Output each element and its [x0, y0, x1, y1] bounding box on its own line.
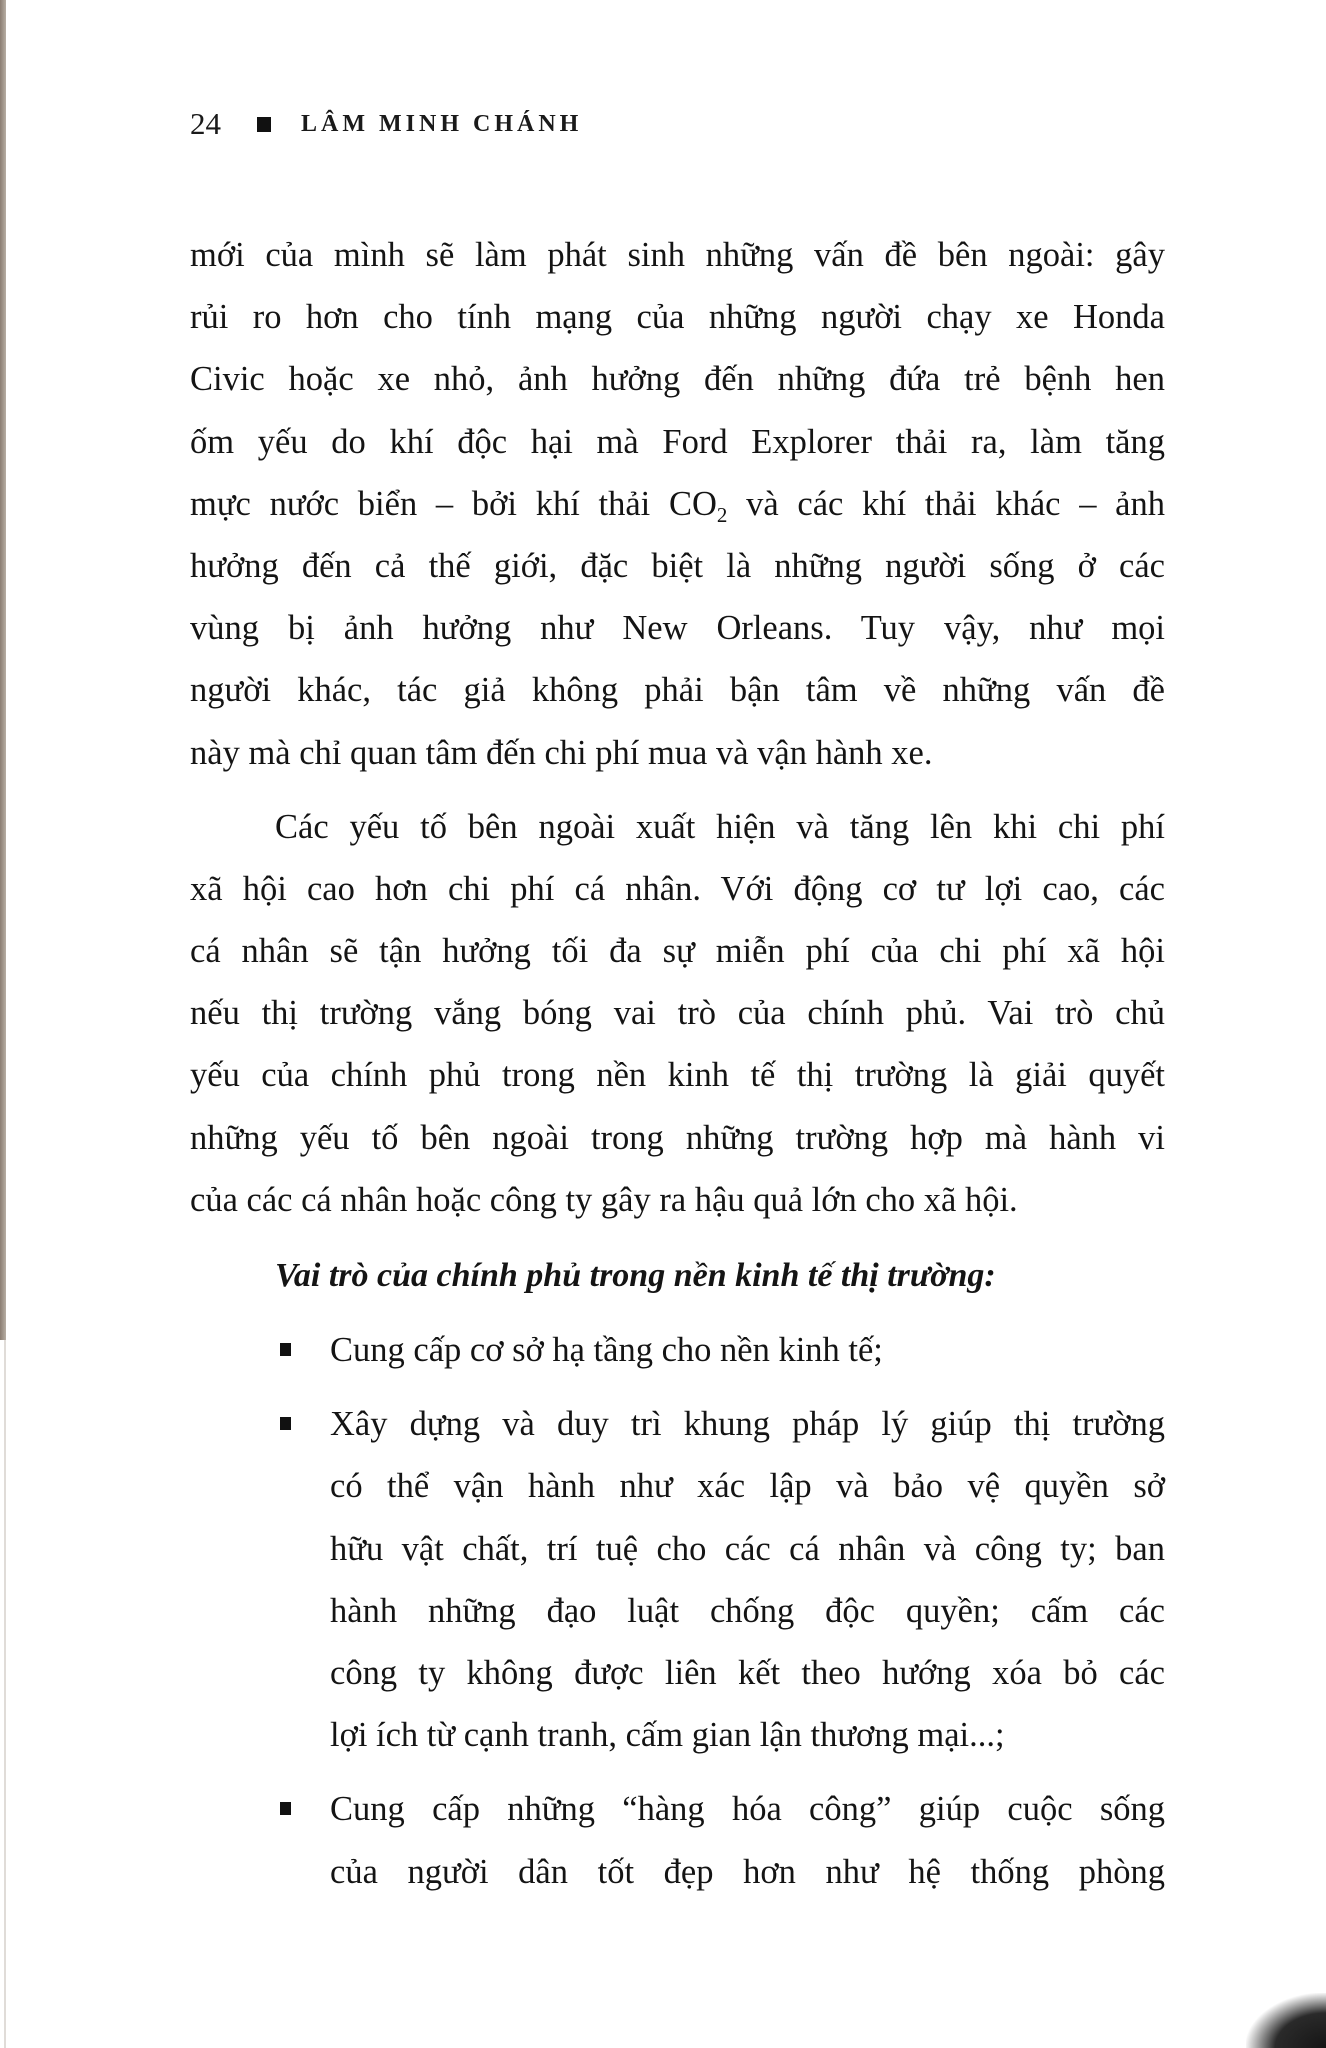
paragraph-externalities — [190, 796, 1165, 1231]
page-corner-shadow — [1246, 1993, 1326, 2048]
list-spacer — [190, 1766, 1165, 1778]
list-item — [190, 1393, 1165, 1766]
text-line: hưởng đến cả thế giới, đặc biệt là những người sống ở các — [190, 546, 1165, 585]
text-line: Cung cấp cơ sở hạ tầng cho nền kinh tế; — [330, 1331, 883, 1369]
paragraph-spacer — [190, 1307, 1165, 1319]
paragraph-spacer — [190, 1231, 1165, 1245]
text-line: rủi ro hơn cho tính mạng của những người chạy xe Honda — [190, 298, 1165, 337]
page-number: 24 — [190, 106, 221, 141]
text-line: nếu thị trường vắng bóng vai trò của chính phủ. Vai trò chủ — [190, 994, 1165, 1033]
text-line: của các cá nhân hoặc công ty gây ra hậu quả lớn cho xã hội. — [190, 1180, 1018, 1219]
text-line: có thể vận hành như xác lập và bảo vệ quyền sở — [330, 1467, 1165, 1506]
text-line: ốm yếu do khí độc hại mà Ford Explorer thải ra, làm tăng — [190, 422, 1165, 461]
section-heading: Vai trò của chính phủ trong nền kinh tế thị trường: — [275, 1257, 996, 1294]
paragraph-continuation — [190, 224, 1165, 784]
text-line: yếu của chính phủ trong nền kinh tế thị trường là giải quyết — [190, 1056, 1165, 1095]
text-line: hữu vật chất, trí tuệ cho các cá nhân và công ty; ban — [330, 1529, 1165, 1568]
black-square-icon — [257, 117, 271, 132]
bullet-square-icon — [280, 1417, 291, 1430]
list-spacer — [190, 1381, 1165, 1393]
bullet-square-icon — [280, 1802, 291, 1815]
text-line: của người dân tốt đẹp hơn như hệ thống phòng — [330, 1852, 1165, 1891]
paragraph-spacer — [190, 784, 1165, 796]
text-line: Cung cấp những “hàng hóa công” giúp cuộc sống — [330, 1790, 1165, 1829]
page-body — [190, 224, 1165, 1903]
text-line: người khác, tác giả không phải bận tâm về những vấn đề — [190, 671, 1165, 710]
text-line: những yếu tố bên ngoài trong những trường hợp mà hành vi — [190, 1118, 1165, 1157]
author-name: LÂM MINH CHÁNH — [301, 110, 583, 137]
text-line: cá nhân sẽ tận hưởng tối đa sự miễn phí của chi phí xã hội — [190, 932, 1165, 971]
text-line: xã hội cao hơn chi phí cá nhân. Với động cơ tư lợi cao, các — [190, 869, 1165, 908]
subscript-2: 2 — [716, 502, 728, 527]
list-item — [190, 1319, 1165, 1381]
bullet-square-icon — [280, 1343, 291, 1356]
text-line: công ty không được liên kết theo hướng xóa bỏ các — [330, 1653, 1165, 1692]
list-item — [190, 1778, 1165, 1902]
text-line: Xây dựng và duy trì khung pháp lý giúp thị trường — [330, 1405, 1165, 1444]
page-edge — [4, 1340, 6, 2048]
text-line: này mà chỉ quan tâm đến chi phí mua và vận hành xe. — [190, 733, 933, 772]
text-line: vùng bị ảnh hưởng như New Orleans. Tuy vậy, như mọi — [190, 609, 1165, 648]
text-line — [190, 473, 1165, 535]
text-fragment: mực nước biển – bởi khí thải CO — [190, 484, 717, 523]
running-head — [190, 104, 582, 144]
book-spine-edge — [0, 0, 6, 1340]
text-line: Civic hoặc xe nhỏ, ảnh hưởng đến những đứa trẻ bệnh hen — [190, 360, 1165, 399]
text-line: Các yếu tố bên ngoài xuất hiện và tăng lên khi chi phí — [275, 807, 1165, 846]
text-line: hành những đạo luật chống độc quyền; cấm các — [330, 1591, 1165, 1630]
text-line: lợi ích từ cạnh tranh, cấm gian lận thương mại...; — [330, 1716, 1005, 1755]
government-roles-list — [190, 1319, 1165, 1903]
text-line: mới của mình sẽ làm phát sinh những vấn đề bên ngoài: gây — [190, 236, 1165, 274]
text-fragment: và các khí thải khác – ảnh — [727, 484, 1165, 523]
